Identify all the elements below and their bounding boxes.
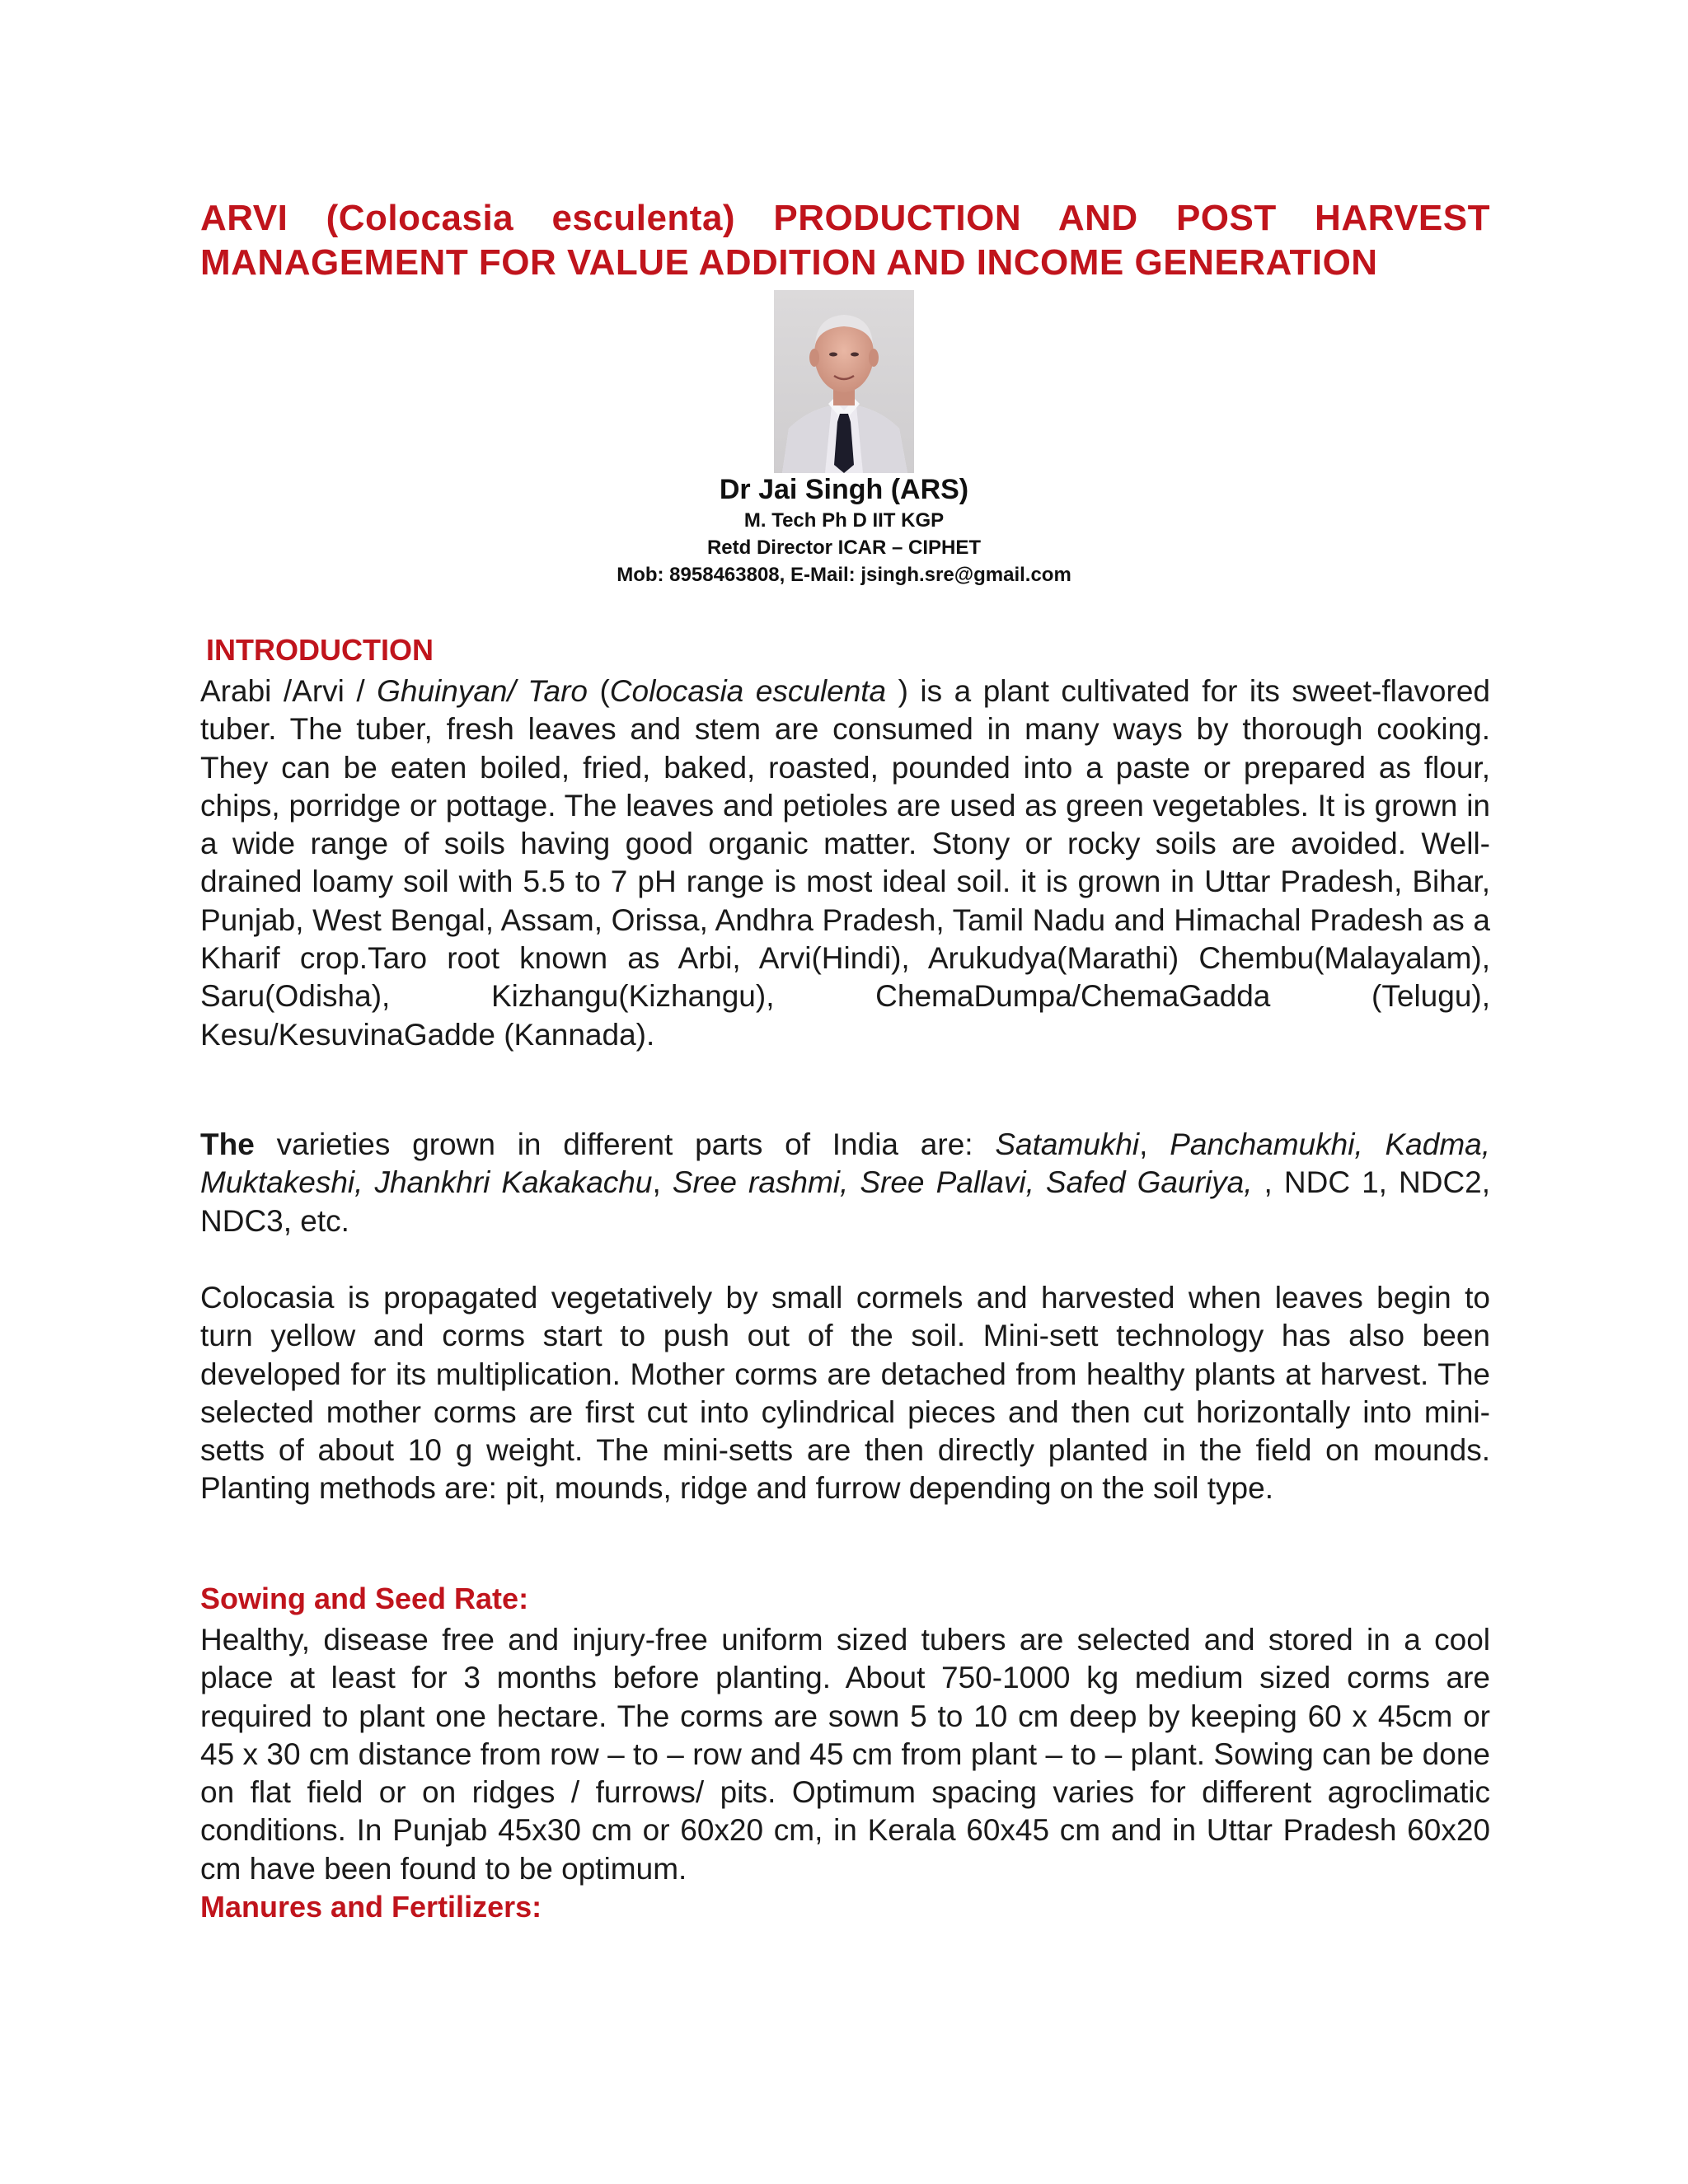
- document-title: ARVI (Colocasia esculenta) PRODUCTION AND POST HARVEST MANAGEMENT FOR VALUE ADDITION AND INCOME GENERATION: [200, 198, 1490, 283]
- author-qualification: M. Tech Ph D IIT KGP: [743, 509, 945, 532]
- varieties-separator-1: ,: [1139, 1127, 1170, 1161]
- sowing-heading: Sowing and Seed Rate:: [200, 1582, 529, 1615]
- author-contact: Mob: 8958463808, E-Mail: jsingh.sre@gmail.com: [617, 564, 1071, 586]
- intro-text-scientific-name: Colocasia esculenta: [609, 674, 887, 708]
- manures-heading: Manures and Fertilizers:: [200, 1890, 542, 1924]
- author-photo: [774, 290, 914, 473]
- varieties-text-lead: The: [200, 1127, 255, 1161]
- varieties-list-1: Panchamukhi, Kadma, Muktakeshi, Jhankhri Kakakachu: [200, 1127, 1490, 1200]
- varieties-text-end: , NDC 1, NDC2, NDC3, etc.: [200, 1165, 1491, 1238]
- intro-text-body: ) is a plant cultivated for its sweet-flavored tuber. The tuber, fresh leaves and stem are consumed in many ways by thorough cooking. They can be eaten boiled, fried, baked, roasted, pounded into a paste or prepared as flour, chips, porridge or pottage. The leaves and petioles are used as green vegetables. It is grown in a wide range of soils having good organic matter. Stony or rocky soils are avoided. Well-drained loamy soil with 5.5 to 7 pH range is most ideal soil. it is grown in Uttar Pradesh, Bihar, Punjab, West Bengal, Assam, Orissa, Andhra Pradesh, Tamil Nadu and Himachal Pradesh as a Kharif crop.Taro root known as Arbi, Arvi(Hindi), Arukudya(Marathi) Chembu(Malayalam), Saru(Odisha), Kizhangu(Kizhangu), ChemaDumpa/ChemaGadda (Telugu), Kesu/KesuvinaGadde (Kannada).: [200, 674, 1490, 1052]
- intro-text-local-names: Ghuinyan/ Taro: [377, 674, 588, 708]
- intro-text-paren: (: [587, 674, 610, 708]
- introduction-paragraph: [200, 673, 1490, 1054]
- variety-satamukhi: Satamukhi: [995, 1127, 1140, 1161]
- author-name: Dr Jai Singh (ARS): [719, 474, 969, 505]
- propagation-paragraph: Colocasia is propagated vegetatively by small cormels and harvested when leaves begin to turn yellow and corms start to push out of the soil. Mini-sett technology has also been developed for its multiplication. Mother corms are detached from healthy plants at harvest. The selected mother corms are first cut into cylindrical pieces and then cut horizontally into mini-setts of about 10 g weight. The mini-setts are then directly planted in the field on mounds. Planting methods are: pit, mounds, ridge and furrow depending on the soil type.: [200, 1281, 1490, 1506]
- sowing-paragraph: Healthy, disease free and injury-free uniform sized tubers are selected and stored in a cool place at least for 3 months before planting. About 750-1000 kg medium sized corms are required to plant one hectare. The corms are sown 5 to 10 cm deep by keeping 60 x 45cm or 45 x 30 cm distance from row – to – row and 45 cm from plant – to – plant. Sowing can be done on flat field or on ridges / furrows/ pits. Optimum spacing varies for different agroclimatic conditions. In Punjab 45x30 cm or 60x20 cm, in Kerala 60x45 cm and in Uttar Pradesh 60x20 cm have been found to be optimum.: [200, 1623, 1490, 1886]
- intro-text-start: Arabi /Arvi /: [200, 674, 377, 708]
- varieties-text-intro: varieties grown in different parts of India are:: [254, 1127, 996, 1161]
- varieties-list-2: Sree rashmi, Sree Pallavi, Safed Gauriya,: [672, 1165, 1253, 1200]
- introduction-heading: INTRODUCTION: [206, 633, 434, 667]
- varieties-separator-2: ,: [652, 1165, 673, 1200]
- varieties-paragraph: [200, 1126, 1490, 1240]
- author-position: Retd Director ICAR – CIPHET: [706, 537, 982, 559]
- author-portrait-image: [774, 290, 914, 473]
